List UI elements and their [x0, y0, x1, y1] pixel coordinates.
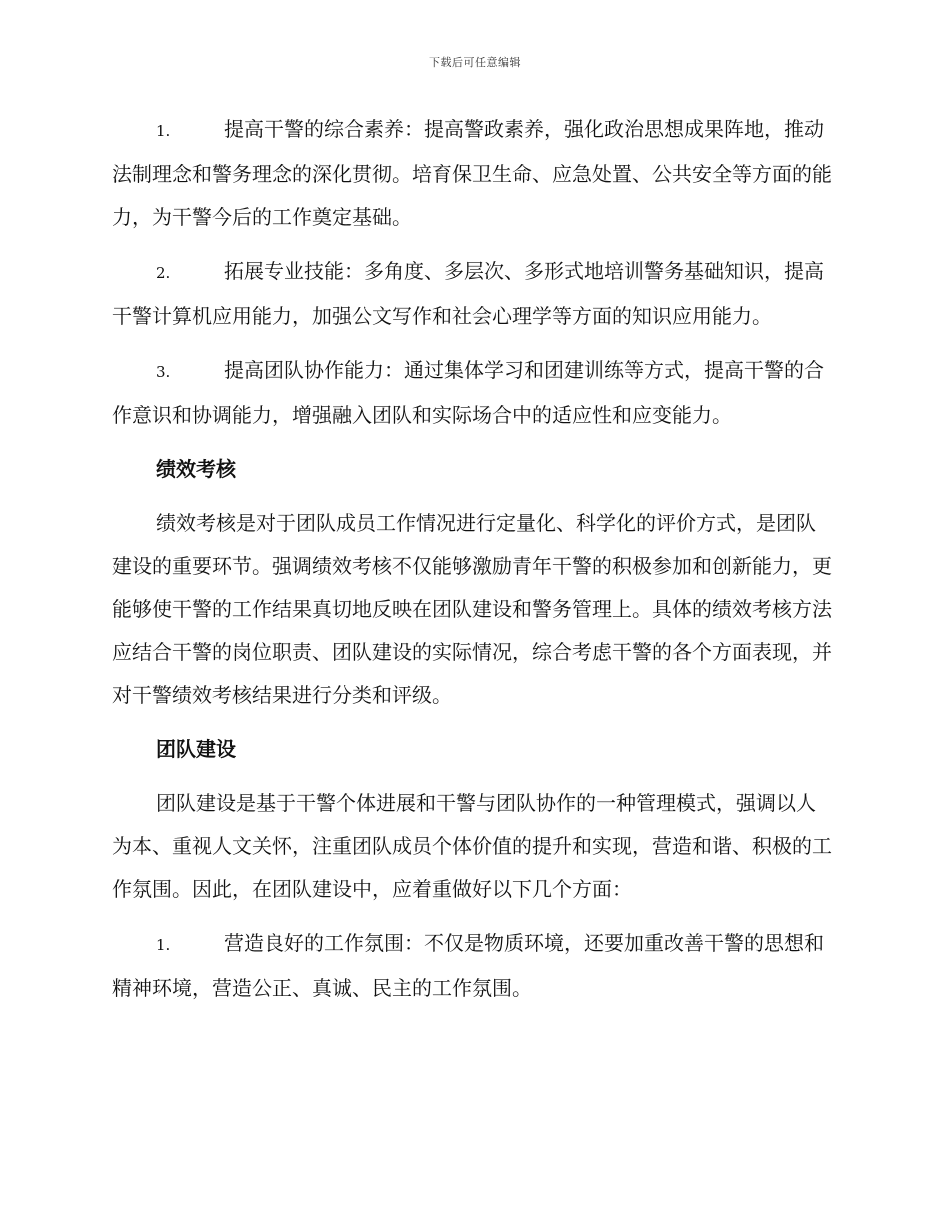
list-item-text: 营造良好的工作氛围：不仅是物质环境，还要加重改善干警的思想和精神环境，营造公正、真诚、民主的工作氛围。 — [112, 931, 824, 1000]
list-item-number: 1. — [156, 936, 171, 954]
list-item — [112, 349, 834, 437]
list-item — [112, 922, 834, 1010]
header-note: 下载后可任意编辑 — [429, 56, 521, 69]
list-item-number: 2. — [156, 264, 171, 282]
list-item — [112, 108, 834, 239]
section-heading-performance: 绩效考核 — [156, 457, 236, 481]
performance-paragraph: 绩效考核是对于团队成员工作情况进行定量化、科学化的评价方式，是团队建设的重要环节。强调绩效考核不仅能够激励青年干警的积极参加和创新能力，更能够使干警的工作结果真切地反映在团队建设和警务管理上。具体的绩效考核方法应结合干警的岗位职责、团队建设的实际情况，综合考虑干警的各个方面表现，并对干警绩效考核结果进行分类和评级。 — [112, 511, 832, 707]
team-paragraph: 团队建设是基于干警个体进展和干警与团队协作的一种管理模式，强调以人为本、重视人文关怀，注重团队成员个体价值的提升和实现，营造和谐、积极的工作氛围。因此，在团队建设中，应着重做好以下几个方面： — [112, 791, 832, 901]
document-body — [112, 108, 834, 1021]
section-heading-team: 团队建设 — [156, 737, 236, 761]
list-item-number: 3. — [156, 363, 171, 381]
list-item-text: 提高团队协作能力：通过集体学习和团建训练等方式，提高干警的合作意识和协调能力，增强融入团队和实际场合中的适应性和应变能力。 — [112, 358, 824, 427]
list-item-text: 提高干警的综合素养：提高警政素养，强化政治思想成果阵地，推动法制理念和警务理念的深化贯彻。培育保卫生命、应急处置、公共安全等方面的能力，为干警今后的工作奠定基础。 — [112, 117, 832, 229]
list-item-number: 1. — [156, 122, 171, 140]
list-item-text: 拓展专业技能：多角度、多层次、多形式地培训警务基础知识，提高干警计算机应用能力，加强公文写作和社会心理学等方面的知识应用能力。 — [112, 259, 824, 328]
list-item — [112, 250, 834, 338]
